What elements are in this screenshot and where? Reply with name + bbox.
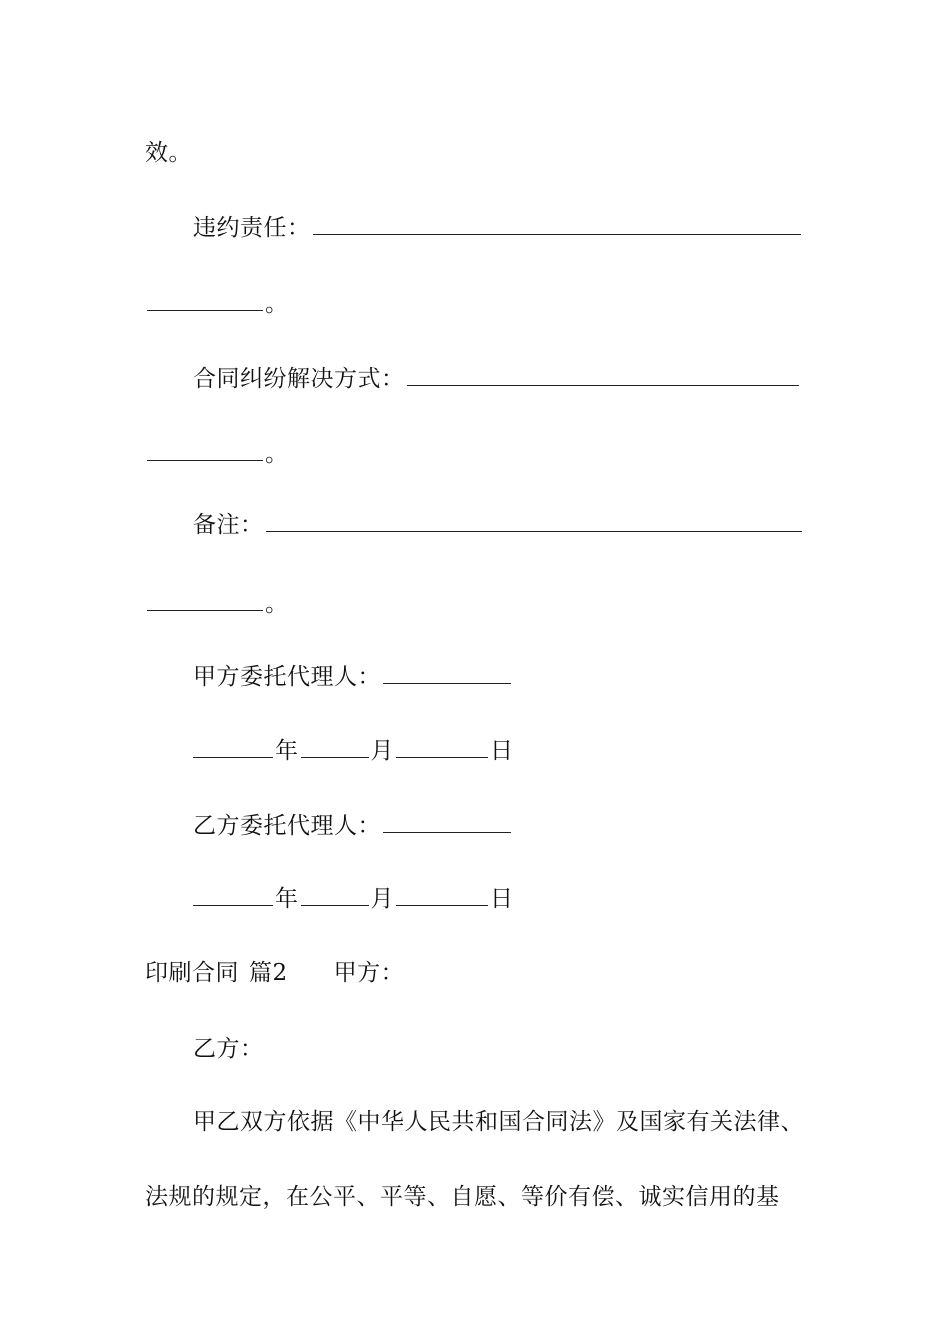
continuation-line <box>145 438 289 469</box>
paragraph-line <box>193 1107 804 1137</box>
fill-blank <box>383 810 511 833</box>
field-label: 违约责任： <box>193 215 311 241</box>
month-label: 月 <box>370 738 394 764</box>
fill-blank <box>147 438 263 461</box>
fill-blank <box>407 363 799 386</box>
paragraph-text: 甲乙双方依据《中华人民共和国合同法》及国家有关法律、 <box>193 1109 804 1135</box>
breach-liability-line <box>193 212 803 243</box>
month-label: 月 <box>370 886 394 912</box>
year-label: 年 <box>275 738 299 764</box>
dispute-resolution-line <box>193 363 801 394</box>
field-label: 乙方委托代理人： <box>193 813 381 839</box>
remarks-line <box>193 509 804 540</box>
day-blank <box>396 735 488 758</box>
month-blank <box>301 883 369 906</box>
contract-title: 印刷合同 <box>145 960 239 986</box>
field-label: 合同纠纷解决方式： <box>193 366 405 392</box>
fill-blank <box>147 288 263 311</box>
line-text: 效。 <box>145 140 192 166</box>
date-line <box>193 883 514 914</box>
party-b-agent-line <box>193 810 513 841</box>
paragraph-text: 法规的规定，在公平、平等、自愿、等价有偿、诚实信用的基 <box>145 1184 780 1210</box>
day-label: 日 <box>490 886 514 912</box>
party-a-label: 甲方： <box>333 960 405 986</box>
party-b-line <box>193 1034 264 1064</box>
fill-blank <box>313 212 801 235</box>
fill-blank <box>383 661 511 684</box>
year-blank <box>193 883 273 906</box>
continuation-line <box>145 288 289 319</box>
month-blank <box>301 735 369 758</box>
line-end: 。 <box>265 291 289 317</box>
party-b-label: 乙方： <box>193 1036 264 1062</box>
line-end: 。 <box>265 591 289 617</box>
date-line <box>193 735 514 766</box>
fill-blank <box>147 588 263 611</box>
contract-heading-line <box>145 958 404 988</box>
contract-part: 篇2 <box>249 960 288 986</box>
day-label: 日 <box>490 738 514 764</box>
year-label: 年 <box>275 886 299 912</box>
line-end: 。 <box>265 441 289 467</box>
text-line <box>145 138 192 168</box>
year-blank <box>193 735 273 758</box>
party-a-agent-line <box>193 661 513 692</box>
day-blank <box>396 883 488 906</box>
fill-blank <box>266 509 802 532</box>
paragraph-line <box>145 1182 780 1212</box>
continuation-line <box>145 588 289 619</box>
field-label: 甲方委托代理人： <box>193 664 381 690</box>
field-label: 备注： <box>193 512 264 538</box>
